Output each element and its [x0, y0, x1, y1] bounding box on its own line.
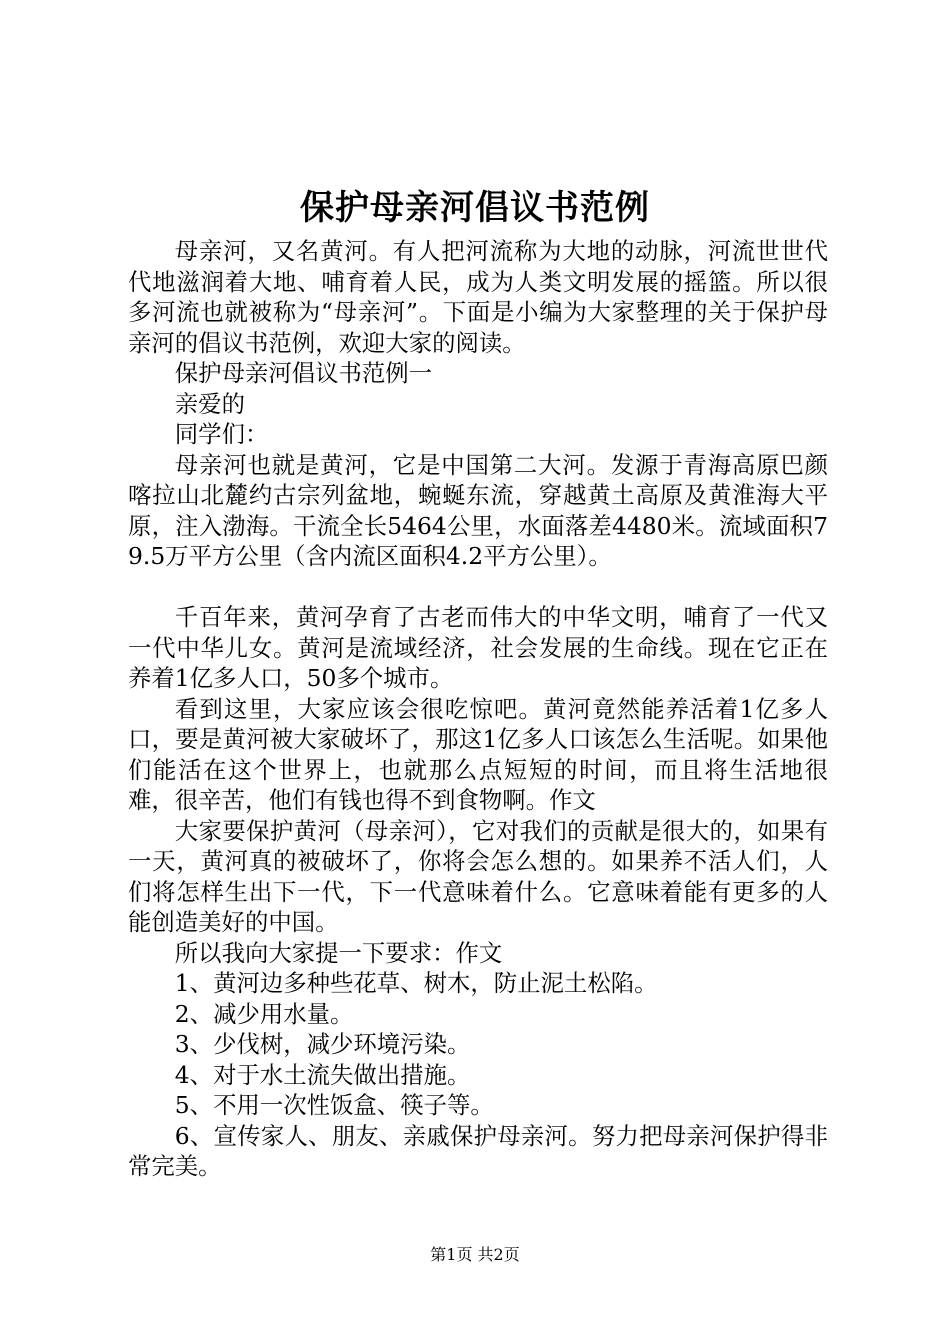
- body-paragraph: 大家要保护黄河（母亲河），它对我们的贡献是很大的，如果有一天，黄河真的被破坏了，你将会怎么想的。如果养不活人们，人们将怎样生出下一代，下一代意味着什么。它意味着能有更多的人能创造美好的中国。: [128, 816, 828, 936]
- document-title: 保护母亲河倡议书范例: [300, 188, 650, 228]
- list-item: 4、对于水土流失做出措施。: [174, 1060, 471, 1089]
- body-paragraph: 母亲河也就是黄河，它是中国第二大河。发源于青海高原巴颜喀拉山北麓约古宗列盆地，蜿蜒东流，穿越黄土高原及黄淮海大平原，注入渤海。干流全长5464公里，水面落差4480米。流域面积79.5万平方公里（含内流区面积4.2平方公里）。: [128, 450, 828, 570]
- body-paragraph: 所以我向大家提一下要求：作文: [174, 938, 503, 967]
- list-item: 5、不用一次性饭盒、筷子等。: [174, 1091, 494, 1119]
- intro-paragraph: 母亲河，又名黄河。有人把河流称为大地的动脉，河流世世代代地滋润着大地、哺育着人民，成为人类文明发展的摇篮。所以很多河流也就被称为“母亲河”。下面是小编为大家整理的关于保护母亲河的倡议书范例，欢迎大家的阅读。: [128, 237, 828, 357]
- list-item: 1、黄河边多种些花草、树木，防止泥土松陷。: [174, 969, 658, 997]
- body-paragraph: 千百年来，黄河孕育了古老而伟大的中华文明，哺育了一代又一代中华儿女。黄河是流域经济，社会发展的生命线。现在它正在养着1亿多人口，50多个城市。: [128, 603, 828, 692]
- salutation-line-1: 亲爱的: [174, 389, 245, 418]
- section-heading: 保护母亲河倡议书范例一: [174, 359, 433, 387]
- salutation-line-2: 同学们：: [174, 420, 269, 448]
- body-paragraph: 看到这里，大家应该会很吃惊吧。黄河竟然能养活着1亿多人口，要是黄河被大家破坏了，那这1亿多人口该怎么生活呢。如果他们能活在这个世界上，也就那么点短短的时间，而且将生活地很难，很辛苦，他们有钱也得不到食物啊。作文: [128, 694, 828, 814]
- list-item: 6、宣传家人、朋友、亲戚保护母亲河。努力把母亲河保护得非常完美。: [128, 1121, 828, 1180]
- paragraph-gap: [128, 572, 828, 603]
- list-item: 3、少伐树，减少环境污染。: [174, 1030, 471, 1058]
- document-body: [128, 236, 828, 1182]
- list-item: 2、减少用水量。: [174, 999, 354, 1028]
- page-number-footer: 第1页 共2页: [430, 1245, 520, 1264]
